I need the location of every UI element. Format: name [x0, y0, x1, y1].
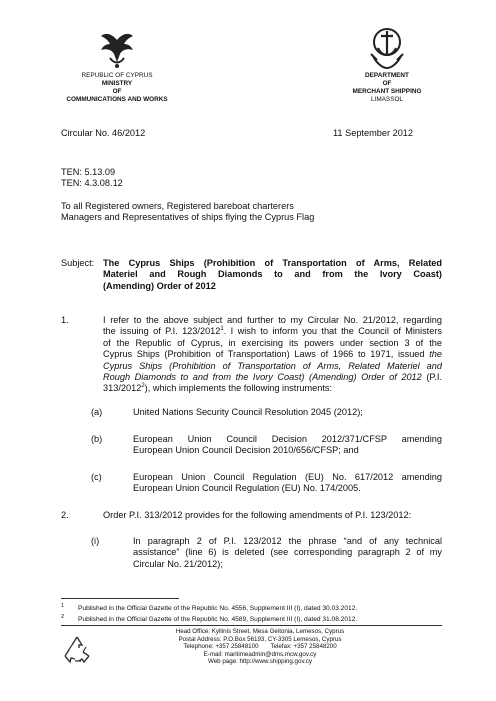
footer-rule	[61, 625, 442, 626]
header-limassol: LIMASSOL	[371, 96, 403, 103]
header-of: OF	[112, 88, 122, 95]
amendment-i-line-2: assistance” (line 6) is deleted (see corresponding paragraph 2 of my	[133, 547, 442, 558]
para1-text	[103, 315, 442, 395]
recycle-icon	[62, 634, 92, 664]
instrument-b-label: (b)	[91, 434, 103, 444]
header-communications: COMMUNICATIONS AND WORKS	[66, 96, 168, 103]
cyprus-coat-of-arms-icon	[96, 28, 138, 72]
subject-text	[103, 258, 442, 292]
footnote-ref-1: 1	[220, 326, 224, 333]
footer-head-office: Head Office: Kyllinis Street, Mesa Geitonia, Lemesos, Cyprus	[175, 628, 345, 635]
para2-line-1: Order P.I. 313/2012 provides for the following amendments of P.I. 123/2012:	[103, 510, 412, 520]
amendment-i-label: (i)	[91, 536, 100, 546]
para1-line-4: Cyprus Ships (Prohibition of Transportation) Laws of 1966 to 1971, issued the	[103, 349, 442, 360]
department-header	[336, 72, 438, 104]
footer-contact	[120, 628, 400, 666]
circular-number: Circular No. 46/2012	[61, 128, 146, 138]
instrument-c-line-1: European Union Council Regulation (EU) No. 617/2012 amending	[133, 472, 442, 482]
para1-number: 1.	[61, 315, 69, 325]
amendment-i-line-3: Circular No. 21/2012);	[133, 558, 223, 569]
para1-line-7: 313/2012$^2$), which implements the following instruments:	[103, 383, 333, 394]
reference-ten-2: TEN: 4.3.08.12	[61, 178, 123, 188]
reference-ten-1: TEN: 5.13.09	[61, 167, 116, 177]
footnote-ref-2: 2	[141, 383, 145, 390]
addressee-line-1: To all Registered owners, Registered bareboat charterers	[61, 201, 294, 211]
header-department: DEPARTMENT	[365, 72, 409, 79]
merchant-shipping-anchor-emblem-icon	[367, 24, 407, 74]
para2-number: 2.	[61, 510, 69, 520]
addressee-line-2: Managers and Representatives of ships flying the Cyprus Flag	[61, 212, 315, 222]
header-ministry: MINISTRY	[101, 80, 133, 87]
para1-line-2: the issuing of P.I. 123/2012$^1$. I wish to inform you that the Council of Ministers	[103, 326, 442, 337]
footnote-1-number: 1	[61, 603, 65, 609]
subject-line-3: (Amending) Order of 2012	[103, 280, 216, 291]
subject-line-2: Materiel and Rough Diamonds to and from the Ivory Coast)	[103, 269, 442, 280]
para1-line-1: I refer to the above subject and further to my Circular No. 21/2012, regarding	[103, 315, 442, 325]
footnote-1-text: Published in the Official Gazette of the Republic No. 4556, Supplement III (I), dated 30.03.2012.	[78, 605, 358, 612]
para1-line-6: Rough Diamonds to and from the Ivory Coast) (Amending) Order of 2012 (P.I.	[103, 372, 442, 383]
instrument-c-line-2: European Union Council Regulation (EU) No. 174/2005.	[133, 483, 361, 494]
header-merchant-shipping: MERCHANT SHIPPING	[352, 88, 422, 95]
amendment-i-line-1: In paragraph 2 of P.I. 123/2012 the phrase “and of any technical	[133, 536, 442, 546]
instrument-a-text: United Nations Security Council Resolution 2045 (2012);	[133, 407, 363, 417]
instrument-c-text	[133, 472, 442, 495]
subject-line-1: The Cyprus Ships (Prohibition of Transportation of Arms, Related	[103, 258, 442, 268]
subject-label: Subject:	[61, 258, 95, 268]
footnote-2-text: Published in the Official Gazette of the Republic No. 4589, Supplement III (I), dated 31.08.2012.	[78, 616, 358, 623]
ministry-header	[52, 72, 182, 104]
header-republic: REPUBLIC OF CYPRUS	[81, 72, 153, 79]
footer-telephone: Telephone: +357 25848100 Telefax: +357 25848200	[183, 643, 337, 651]
footnote-separator	[61, 598, 179, 599]
instrument-a-label: (a)	[91, 407, 103, 417]
header-of-right: OF	[382, 80, 392, 87]
circular-date: 11 September 2012	[333, 128, 414, 138]
para1-line-3: of the Republic of Cyprus, in exercising its powers under section 3 of the	[103, 337, 442, 348]
footer-web-page[interactable]: Web page: http://www.shipping.gov.cy	[208, 658, 312, 666]
footer-email[interactable]: E-mail: maritimeadmin@dms.mcw.gov.cy	[203, 650, 317, 658]
amendment-i-text	[133, 536, 442, 570]
para1-line-5: Cyprus Ships (Prohibition of Transportation of Arms, Related Materiel and	[103, 360, 442, 371]
instrument-b-text	[133, 434, 442, 457]
instrument-b-line-2: European Union Council Decision 2010/656/CFSP; and	[133, 445, 359, 456]
instrument-c-label: (c)	[91, 472, 102, 482]
footer-postal-address: Postal Address: P.O.Box 56193, CY-3305 Lemesos, Cyprus	[178, 635, 342, 643]
instrument-b-line-1: European Union Council Decision 2012/371/CFSP amending	[133, 434, 442, 444]
footnote-2-number: 2	[61, 614, 65, 620]
